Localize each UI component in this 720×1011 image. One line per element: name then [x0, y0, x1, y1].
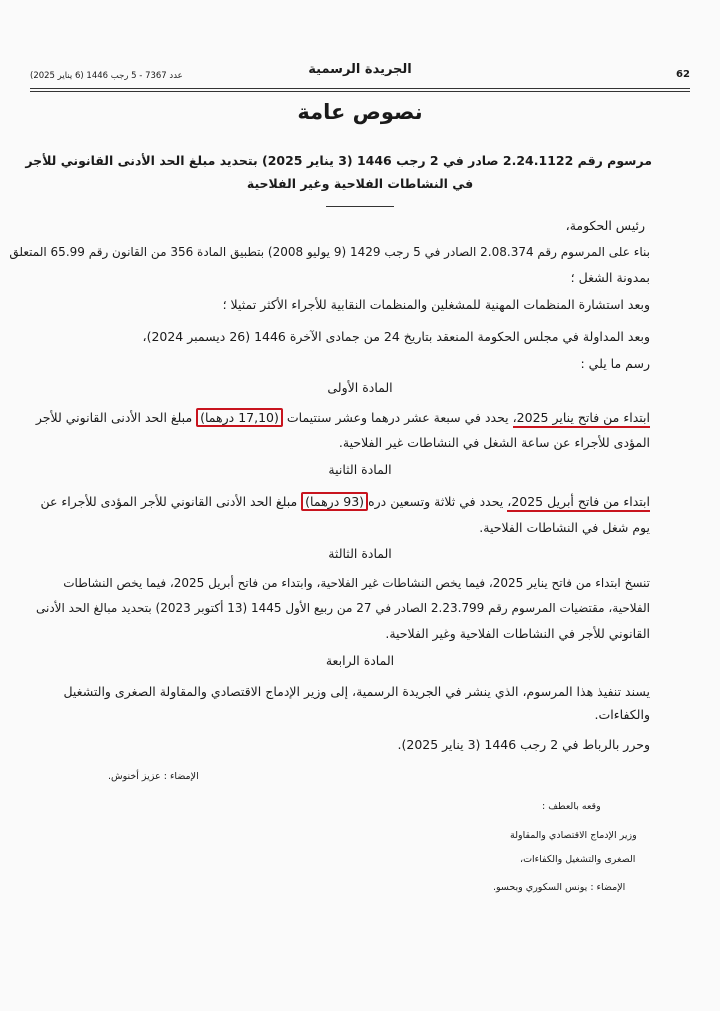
header-rule: [30, 88, 690, 89]
article-2-after: مبلغ الحد الأدنى القانوني للأجر المؤدى للأجراء عن: [40, 494, 302, 509]
article-2-line2: يوم شغل في النشاطات الفلاحية.: [479, 520, 650, 535]
article-3-line3: القانوني للأجر في النشاطات الفلاحية وغير الفلاحية.: [385, 626, 650, 641]
minister-signature: الإمضاء : يونس السكوري وبحسو.: [493, 882, 626, 893]
article-1-title: المادة الأولى: [327, 380, 393, 395]
preamble-p1-line1: بناء على المرسوم رقم 2.08.374 الصادر في 5 رجب 1429 (9 يوليو 2008) بتطبيق المادة 356 من القانون رقم 65.99 المتعلق: [9, 245, 650, 259]
minister-line1: وزير الإدماج الاقتصادي والمقاولة: [510, 830, 637, 841]
preamble-decrees: رسم ما يلي :: [580, 356, 650, 371]
article-3-line2: الفلاحية، مقتضيات المرسوم رقم 2.23.799 الصادر في 27 من ربيع الأول 1445 (13 أكتوبر 2023) بتحديد مبالغ الحد الأدنى: [35, 601, 650, 615]
article-1-line1: [36, 410, 650, 425]
title-divider: [326, 206, 394, 207]
journal-title: الجريدة الرسمية: [308, 62, 412, 77]
pm-signature: الإمضاء : عزيز أخنوش.: [108, 771, 199, 782]
done-at: وحرر بالرباط في 2 رجب 1446 (3 يناير 2025).: [397, 737, 650, 752]
article-3-line1: تنسخ ابتداء من فاتح يناير 2025، فيما يخص النشاطات غير الفلاحية، وابتداء من فاتح أبريل 2025، فيما يخص النشاطات: [63, 576, 650, 590]
preamble-p3: وبعد المداولة في مجلس الحكومة المنعقد بتاريخ 24 من جمادى الآخرة 1446 (26 ديسمبر 2024)،: [142, 329, 650, 344]
article-1-mid: يحدد في سبعة عشر درهما وعشر سنتيمات: [282, 410, 513, 425]
article-4-line1: يسند تنفيذ هذا المرسوم، الذي ينشر في الجريدة الرسمية، إلى وزير الإدماج الاقتصادي والمقاولة الصغرى والتشغيل: [63, 684, 650, 699]
article-4-line2: والكفاءات.: [594, 707, 650, 722]
issue-info: عدد 7367 - 5 رجب 1446 (6 يناير 2025): [30, 71, 183, 81]
article-2-date-underlined: ابتداء من فاتح أبريل 2025،: [507, 494, 650, 512]
section-title: نصوص عامة: [297, 100, 423, 124]
article-1-after: مبلغ الحد الأدنى القانوني للأجر: [35, 410, 197, 425]
article-1-amount-boxed: (17,10 درهما): [196, 408, 283, 427]
article-1-date-underlined: ابتداء من فاتح يناير 2025،: [513, 410, 650, 428]
preamble-head: رئيس الحكومة،: [565, 218, 645, 233]
preamble-p2: وبعد استشارة المنظمات المهنية للمشغلين والمنظمات النقابية للأجراء الأكثر تمثيلا ؛: [222, 297, 650, 312]
page-number: 62: [676, 69, 690, 80]
header-rule-thin: [30, 91, 690, 92]
article-2-title: المادة الثانية: [328, 462, 392, 477]
article-3-title: المادة الثالثة: [328, 546, 392, 561]
countersigned-label: وقعه بالعطف :: [542, 801, 601, 812]
article-2-amount-boxed: (93 درهما): [301, 492, 368, 511]
preamble-p1-line2: بمدونة الشغل ؛: [570, 270, 650, 285]
article-2-mid: يحدد في ثلاثة وتسعين دره: [368, 494, 508, 509]
article-2-line1: [40, 494, 650, 509]
decree-title-line2: في النشاطات الفلاحية وغير الفلاحية: [246, 176, 474, 191]
article-1-line2: المؤدى للأجراء عن ساعة الشغل في النشاطات غير الفلاحية.: [338, 435, 650, 450]
minister-line2: الصغرى والتشغيل والكفاءات،: [520, 854, 636, 865]
decree-title-line1: مرسوم رقم 2.24.1122 صادر في 2 رجب 1446 (3 يناير 2025) بتحديد مبلغ الحد الأدنى القانوني للأجر: [25, 153, 652, 168]
article-4-title: المادة الرابعة: [325, 653, 395, 668]
